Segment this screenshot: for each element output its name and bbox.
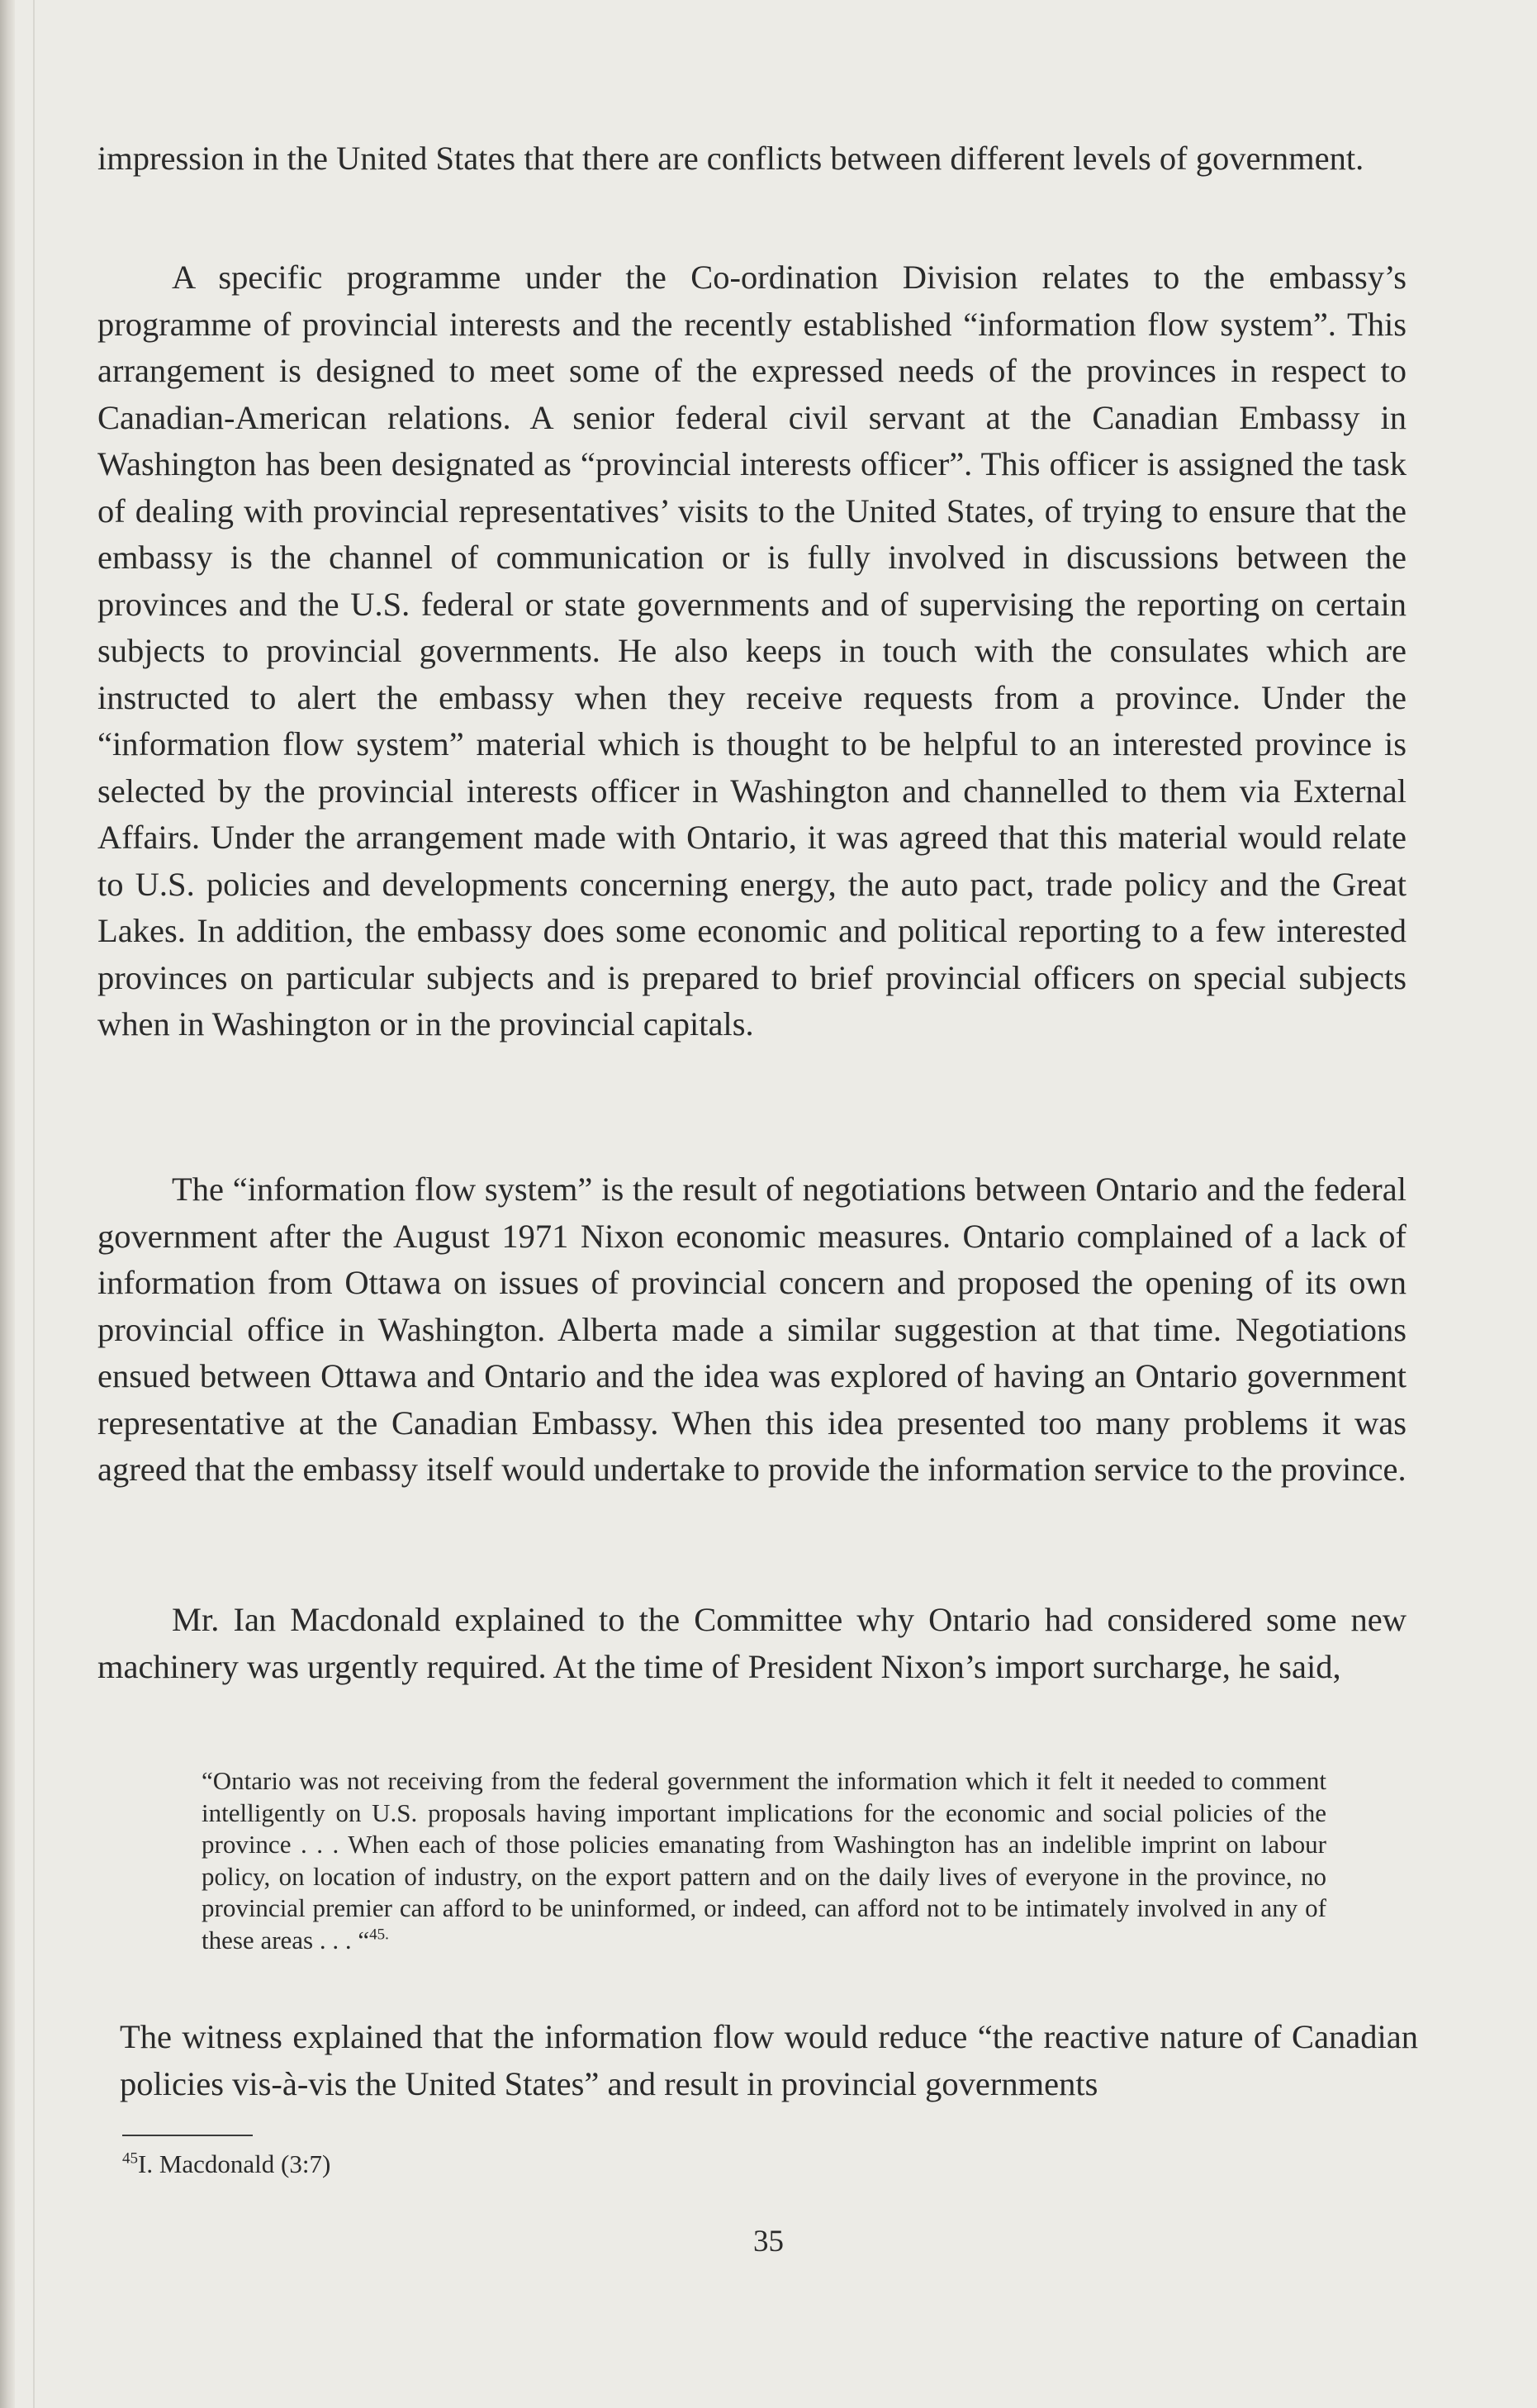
paragraph-provincial-interests: A specific programme under the Co-ordination Division relates to the embassy’s programme of provincial interests and the recently established “information flow system”. This arrangement is designed to meet some of the expressed needs of the provinces in respect to Canadian-American relations. A senior federal civil servant at the Canadian Embassy in Washington has been designated as “provincial interests officer”. This officer is assigned the task of dealing with provincial representatives’ visits to the United States, of trying to ensure that the embassy is the channel of communication or is fully involved in discussions between the provinces and the U.S. federal or state governments and of supervising the reporting on certain subjects to provincial governments. He also keeps in touch with the consulates which are instructed to alert the embassy when they receive requests from a province. Under the “information flow system” material which is thought to be helpful to an interested province is selected by the provincial interests officer in Washington and channelled to them via External Affairs. Under the arrangement made with Ontario, it was agreed that this material would relate to U.S. policies and developments concerning energy, the auto pact, trade policy and the Great Lakes. In addition, the embassy does some economic and political reporting to a few interested provinces on particular subjects and is prepared to brief provincial officers on special subjects when in Washington or in the provincial capitals. <box>97 259 1407 1043</box>
footnote-reference: 45. <box>369 1926 389 1944</box>
paragraph-witness: The witness explained that the information flow would reduce “the reactive nature of Canadian policies vis-à-vis the United States” and result in provincial governments <box>120 2018 1418 2102</box>
footnote <box>122 2149 330 2179</box>
block-quote <box>202 1765 1326 1956</box>
footnote-marker: 45 <box>122 2149 138 2168</box>
footnote-rule <box>122 2135 253 2136</box>
paragraph-continuation: impression in the United States that there are conflicts between different levels of government. <box>97 140 1364 177</box>
block-quote-text: “Ontario was not receiving from the federal government the information which it felt it needed to comment intelligently on U.S. proposals having important implications for the economic and social policies of the province . . . When each of those policies emanating from Washington has an indelible imprint on labour policy, on location of industry, on the export pattern and on the daily lives of everyone in the province, no provincial premier can afford to be uninformed, or indeed, can afford not to be intimately involved in any of these areas . . . “ <box>202 1766 1326 1954</box>
paragraph-information-flow: The “information flow system” is the result of negotiations between Ontario and the federal government after the August 1971 Nixon economic measures. Ontario complained of a lack of information from Ottawa on issues of provincial concern and proposed the opening of its own provincial office in Washington. Alberta made a similar suggestion at that time. Negotiations ensued between Ottawa and Ontario and the idea was explored of having an Ontario government representative at the Canadian Embassy. When this idea presented too many problems it was agreed that the embassy itself would undertake to provide the information service to the province. <box>97 1171 1407 1488</box>
page-number: 35 <box>753 2225 784 2258</box>
paragraph-macdonald: Mr. Ian Macdonald explained to the Committee why Ontario had considered some new machinery was urgently required. At the time of President Nixon’s import surcharge, he said, <box>97 1601 1407 1685</box>
footnote-text: I. Macdonald (3:7) <box>138 2149 331 2178</box>
